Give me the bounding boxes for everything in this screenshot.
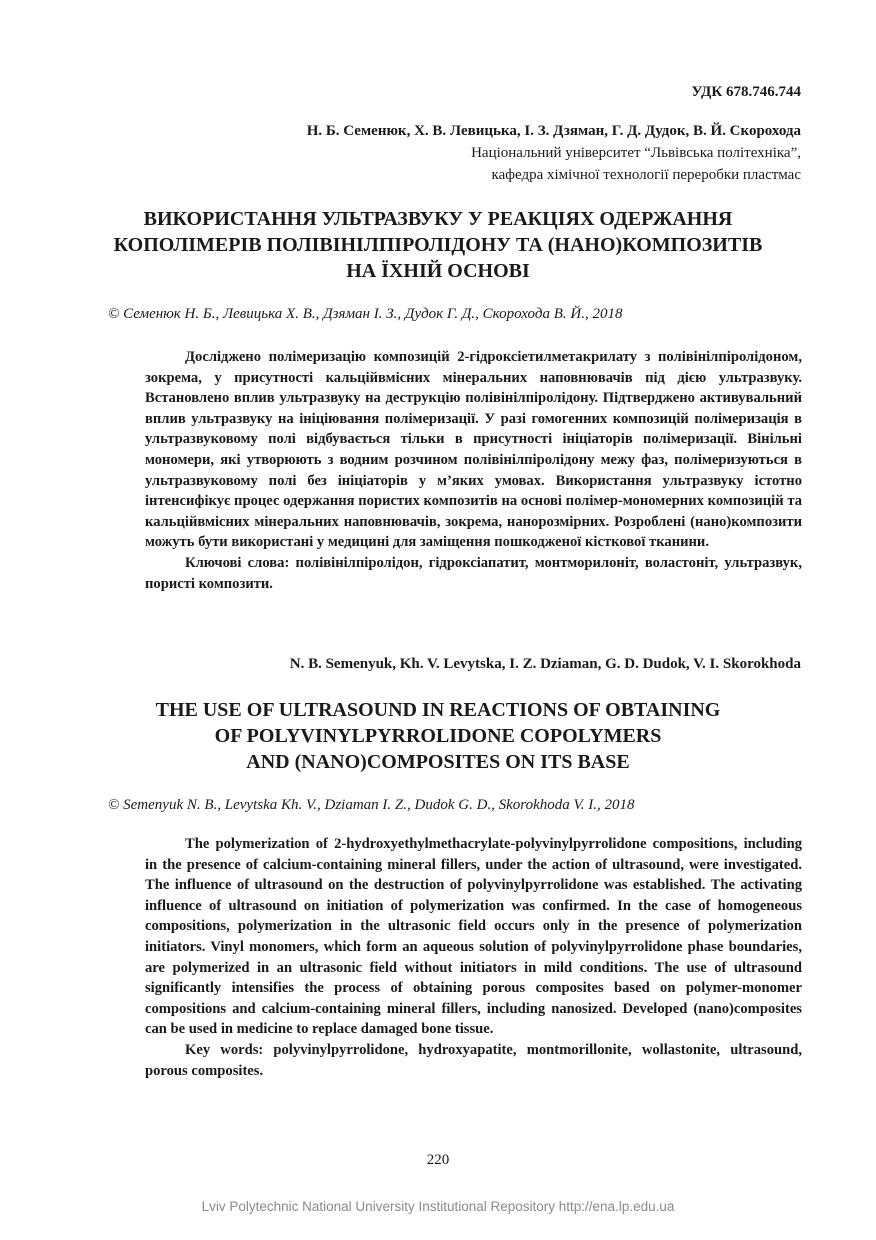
keywords-ukrainian: Ключові слова: полівінілпіролідон, гідроксіапатит, монтморилоніт, воластоніт, ультразвук, пористі композити. (145, 554, 802, 592)
repository-footer: Lviv Polytechnic National University Institutional Repository http://ena.lp.edu.ua (201, 1199, 675, 1214)
affiliation-line-2: кафедра хімічної технології переробки пластмас (491, 167, 801, 183)
abstract-ukrainian: Досліджено полімеризацію композицій 2-гідроксіетилметакрилату з полівінілпіролідоном, зокрема, у присутності кальційвмісних мінеральних наповнювачів під дією ультразвуку. Встановлено вплив ультразвуку на деструкцію полівінілпіролідону. Підтверджено активувальний вплив ультразвуку на ініціювання полімеризації. У разі гомогенних композицій полімеризація в ультразвуковому полі відбувається тільки в присутності ініціаторів полімеризації. Вінільні мономери, які утворюють з водним розчином полівінілпіролідону межу фаз, полімеризуються в ультразвуковому полі без ініціаторів у м’яких умовах. Використання ультразвуку істотно інтенсифікує процес одержання пористих композитів на основі полімер-мономерних композицій та кальційвмісних мінеральних наповнювачів, зокрема, нанорозмірних. Розроблені (нано)композити можуть бути використані у медицині для заміщення пошкодженої кісткової тканини. (145, 349, 802, 551)
abstract-ukrainian-block (145, 347, 802, 594)
abstract-english-block (145, 834, 802, 1081)
title-ukrainian-line-3: НА ЇХНІЙ ОСНОВІ (346, 260, 530, 282)
authors-english: N. B. Semenyuk, Kh. V. Levytska, I. Z. Dziaman, G. D. Dudok, V. I. Skorokhoda (289, 656, 801, 672)
title-ukrainian-line-1: ВИКОРИСТАННЯ УЛЬТРАЗВУКУ У РЕАКЦІЯХ ОДЕРЖАННЯ (143, 208, 733, 230)
title-english-line-2: OF POLYVINYLPYRROLIDONE COPOLYMERS (214, 725, 662, 747)
copyright-english: © Semenyuk N. B., Levytska Kh. V., Dziaman I. Z., Dudok G. D., Skorokhoda V. I., 2018 (108, 797, 635, 813)
title-english-line-1: THE USE OF ULTRASOUND IN REACTIONS OF OBTAINING (155, 699, 721, 721)
title-ukrainian (60, 206, 816, 284)
page-number: 220 (426, 1152, 450, 1168)
title-english-line-3: AND (NANO)COMPOSITES ON ITS BASE (246, 751, 630, 773)
udc-code: УДК 678.746.744 (691, 84, 801, 100)
title-english (60, 697, 816, 775)
abstract-english: The polymerization of 2-hydroxyethylmethacrylate-polyvinylpyrrolidone compositions, including in the presence of calcium-containing mineral fillers, under the action of ultrasound, were investigated. The influence of ultrasound on the destruction of polyvinylpyrrolidone was established. The activating influence of ultrasound on initiation of polymerization was confirmed. In the case of homogeneous compositions, polymerization in the ultrasonic field occurs only in the presence of polymerization initiators. Vinyl monomers, which form an aqueous solution of polyvinylpyrrolidone phase boundaries, are polymerized in an ultrasonic field without initiators in mild conditions. The use of ultrasound significantly intensifies the process of obtaining porous composites based on polymer-monomer compositions and calcium-containing mineral fillers, including nanosized. Developed (nano)composites can be used in medicine to replace damaged bone tissue. (145, 836, 802, 1038)
affiliation-line-1: Національний університет “Львівська політехніка”, (471, 145, 801, 161)
keywords-english: Key words: polyvinylpyrrolidone, hydroxyapatite, montmorillonite, wollastonite, ultrasound, porous composites. (145, 1041, 802, 1079)
title-ukrainian-line-2: КОПОЛІМЕРІВ ПОЛІВІНІЛПІРОЛІДОНУ ТА (НАНО)КОМПОЗИТІВ (113, 234, 763, 256)
copyright-ukrainian: © Семенюк Н. Б., Левицька Х. В., Дзяман І. З., Дудок Г. Д., Скорохода В. Й., 2018 (108, 306, 623, 322)
authors-ukrainian: Н. Б. Семенюк, Х. В. Левицька, І. З. Дзяман, Г. Д. Дудок, В. Й. Скорохода (306, 123, 801, 139)
